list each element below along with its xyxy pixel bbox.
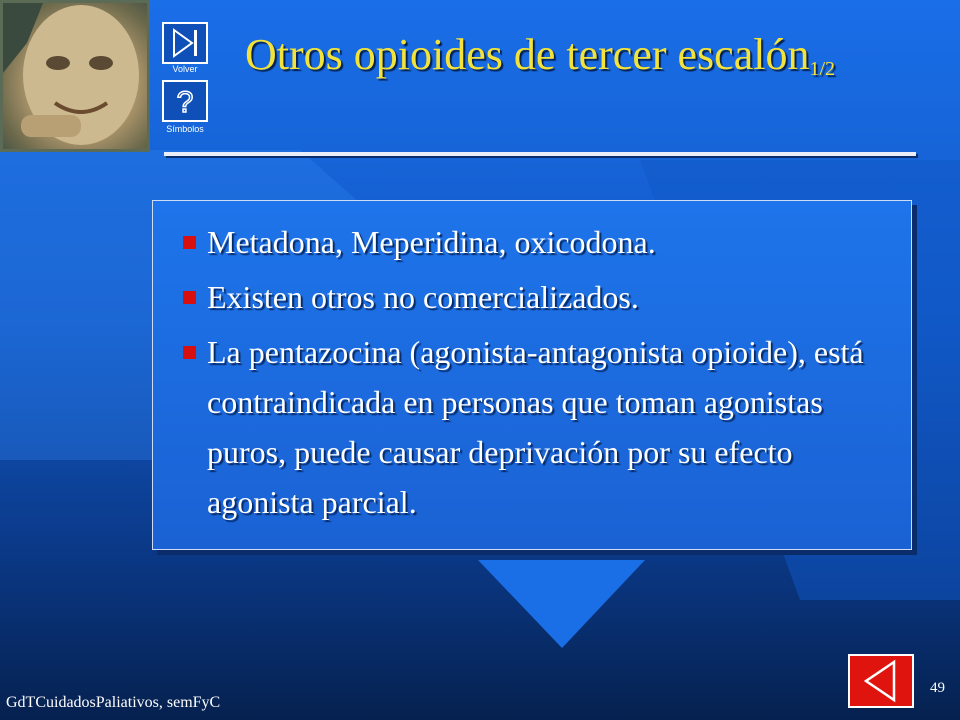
title-divider [164, 152, 916, 156]
bullet-square-icon [183, 236, 196, 249]
title-subscript: 1/2 [809, 58, 836, 80]
bullet-text: Existen otros no comercializados. [207, 279, 639, 315]
bullet-text: La pentazocina (agonista-antagonista opioide), está contraindicada en personas que toman agonistas puros, puede causar deprivación por su efecto agonista parcial. [207, 334, 864, 520]
triangle-left-icon [850, 656, 912, 706]
title-text: Otros opioides de tercer escalón [244, 30, 810, 79]
volver-label: Volver [172, 64, 198, 74]
page-title [160, 28, 920, 96]
bullet-item [183, 272, 891, 322]
bullet-item [183, 217, 891, 267]
bullet-list [153, 201, 911, 527]
content-box [152, 200, 912, 550]
bullet-square-icon [183, 291, 196, 304]
svg-text:?: ? [176, 86, 194, 119]
footer-text: GdTCuidadosPaliativos, semFyC [6, 694, 221, 711]
portrait-image [0, 0, 150, 152]
page-number: 49 [930, 680, 945, 696]
bullet-square-icon [183, 346, 196, 359]
bullet-item [183, 327, 891, 527]
back-button[interactable] [848, 654, 914, 708]
bullet-text: Metadona, Meperidina, oxicodona. [207, 224, 656, 260]
simbolos-label: Símbolos [166, 124, 204, 134]
